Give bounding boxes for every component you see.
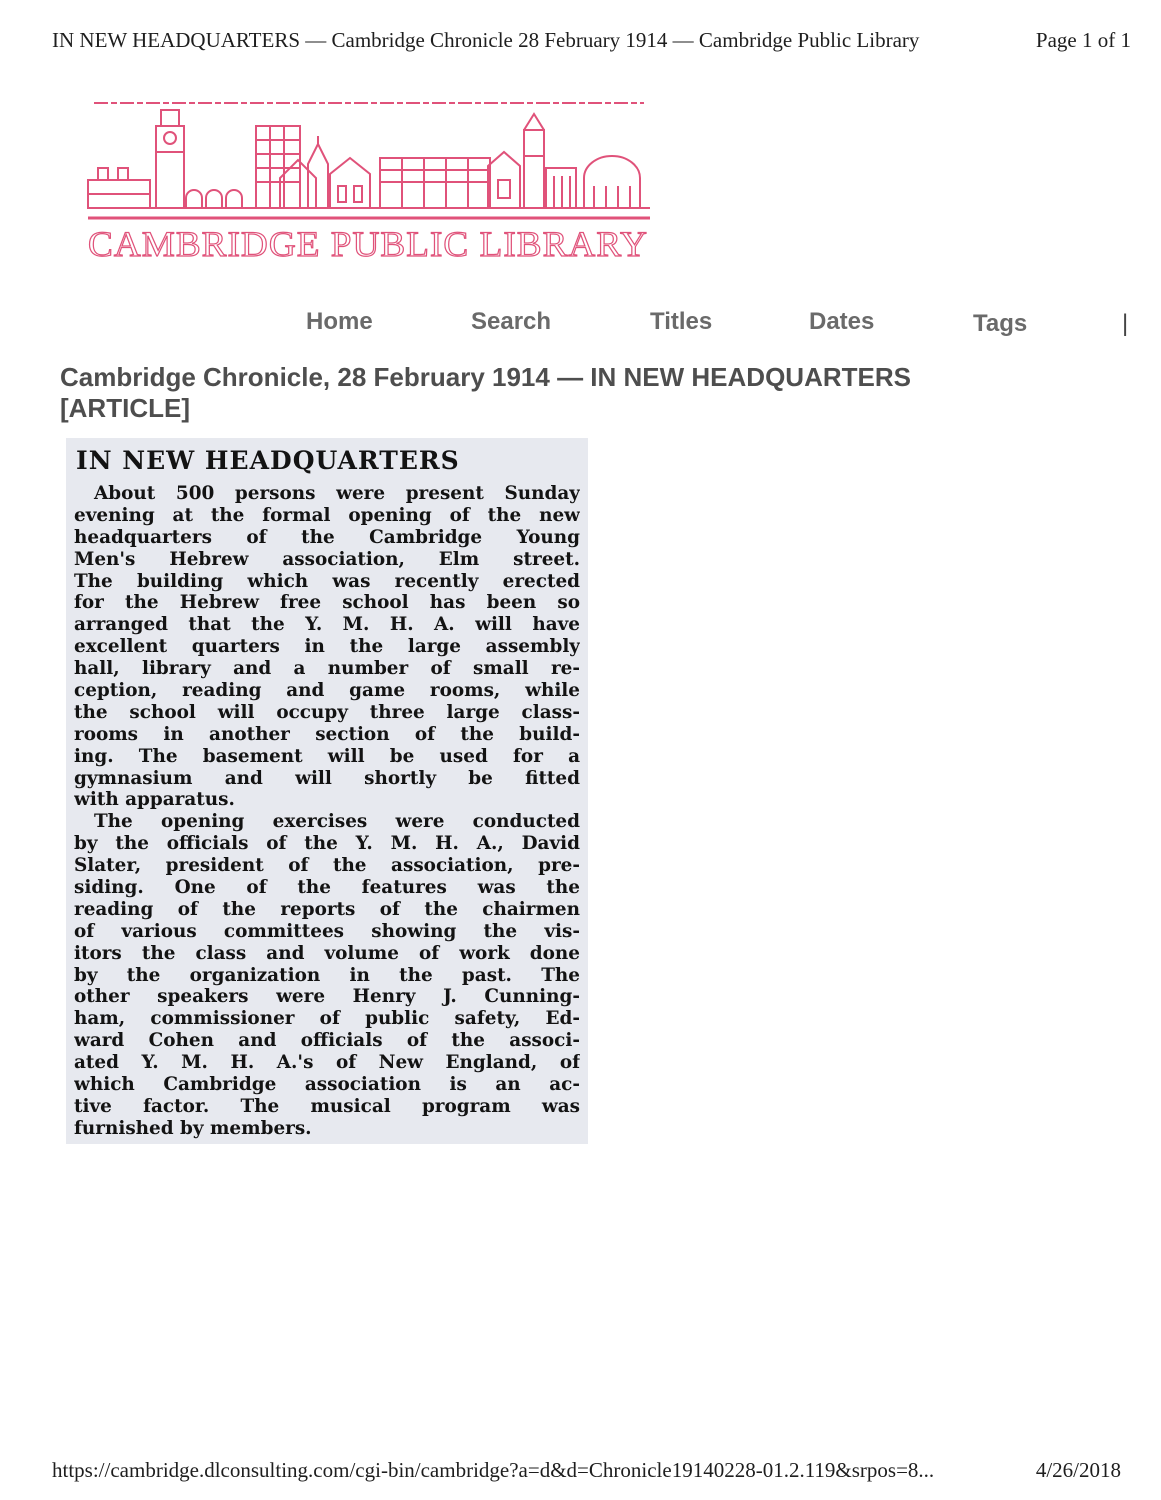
- clipping-line: gymnasium and will shortly be fitted: [74, 767, 580, 789]
- clipping-line: furnished by members.: [74, 1117, 312, 1139]
- library-logo-text: CAMBRIDGE PUBLIC LIBRARY: [88, 224, 648, 264]
- clipping-line: Men's Hebrew association, Elm street.: [74, 548, 580, 570]
- nav-tags-link[interactable]: Tags: [973, 310, 1028, 337]
- clipping-line: by the officials of the Y. M. H. A., David: [74, 833, 580, 855]
- clipping-line: by the organization in the past. The: [74, 964, 580, 986]
- clipping-line: rooms in another section of the build-: [74, 723, 580, 745]
- clipping-line: excellent quarters in the large assembly: [74, 636, 580, 658]
- clipping-line: ing. The basement will be used for a: [74, 745, 580, 767]
- article-heading-line1: Cambridge Chronicle, 28 February 1914 — IN NEW HEADQUARTERS: [60, 362, 911, 392]
- print-page-number: Page 1 of 1: [1035, 28, 1131, 52]
- clipping-title: IN NEW HEADQUARTERS: [76, 446, 460, 475]
- nav-separator: |: [1122, 310, 1129, 337]
- nav-titles-link[interactable]: Titles: [650, 308, 713, 335]
- clipping-line: arranged that the Y. M. H. A. will have: [74, 614, 580, 636]
- print-header-title: IN NEW HEADQUARTERS — Cambridge Chronicle 28 February 1914 — Cambridge Public Library: [52, 28, 920, 52]
- print-footer: [52, 1458, 1131, 1488]
- clipping-line: ward Cohen and officials of the associ-: [74, 1030, 580, 1052]
- main-nav: [0, 308, 1161, 348]
- clipping-line: ception, reading and game rooms, while: [74, 680, 580, 702]
- print-footer-date: 4/26/2018: [1035, 1458, 1121, 1482]
- nav-search-link[interactable]: Search: [471, 308, 552, 335]
- clipping-line: headquarters of the Cambridge Young: [74, 526, 580, 548]
- clipping-line: which Cambridge association is an ac-: [74, 1074, 580, 1096]
- library-skyline-icon: [84, 96, 654, 266]
- clipping-line: reading of the reports of the chairmen: [74, 898, 580, 920]
- newspaper-clipping: [66, 438, 588, 1144]
- clipping-line: evening at the formal opening of the new: [74, 504, 580, 526]
- cambridge-public-library-logo[interactable]: [84, 96, 654, 266]
- clipping-line: for the Hebrew free school has been so: [74, 592, 580, 614]
- print-header: [52, 28, 1131, 58]
- nav-home-link[interactable]: Home: [306, 308, 373, 335]
- clipping-line: ated Y. M. H. A.'s of New England, of: [74, 1052, 580, 1074]
- clipping-body: [74, 483, 580, 1140]
- clipping-line: tive factor. The musical program was: [74, 1095, 580, 1117]
- nav-dates-link[interactable]: Dates: [809, 308, 875, 335]
- article-heading-line2: [ARTICLE]: [60, 393, 190, 423]
- clipping-line: with apparatus.: [74, 789, 235, 811]
- clipping-line: The opening exercises were conducted: [94, 811, 580, 833]
- print-footer-url: https://cambridge.dlconsulting.com/cgi-bin/cambridge?a=d&d=Chronicle19140228-01.2.119&srpos=8...: [52, 1458, 935, 1482]
- clipping-line: siding. One of the features was the: [74, 877, 580, 899]
- clipping-line: The building which was recently erected: [74, 570, 580, 592]
- clipping-line: the school will occupy three large class-: [74, 701, 580, 723]
- clipping-line: Slater, president of the association, pre-: [74, 855, 580, 877]
- clipping-line: ham, commissioner of public safety, Ed-: [74, 1008, 580, 1030]
- clipping-line: of various committees showing the vis-: [74, 920, 580, 942]
- article-heading: [60, 362, 1060, 424]
- clipping-line: other speakers were Henry J. Cunning-: [74, 986, 580, 1008]
- clipping-line: hall, library and a number of small re-: [74, 658, 580, 680]
- clipping-line: itors the class and volume of work done: [74, 942, 580, 964]
- clipping-line: About 500 persons were present Sunday: [94, 483, 580, 504]
